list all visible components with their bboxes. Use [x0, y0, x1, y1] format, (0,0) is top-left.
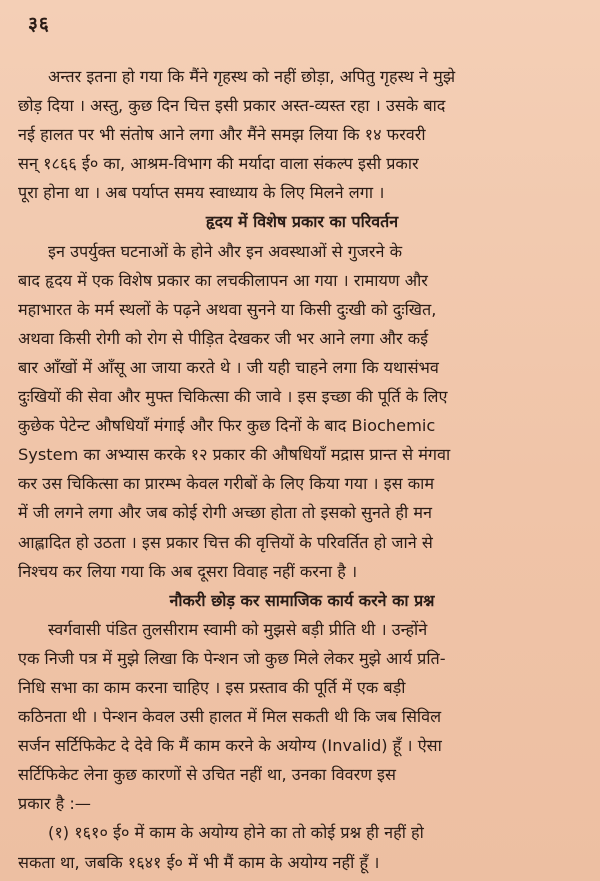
paragraph: स्वर्गवासी पंडित तुलसीराम स्वामी को मुझसे बड़ी प्रीति थी । उन्होंने एक निजी पत्र में मुझे लिखा कि पेन्शन जो कुछ मिले लेकर मुझे आर्य प्रति- निधि सभा का काम करना चाहिए । इस प्रस्ताव की पूर्ति में एक बड़ी कठिनता थी । पेन्शन केवल उसी हालत में मिल सकती थी कि जब सिविल सर्जन सर्टिफिकेट दे देवे कि मैं काम करने के अयोग्य (Invalid) हूँ । ऐसा सर्टिफिकेट लेना कुछ कारणों से उचित नहीं था, उनका विवरण इस प्रकार है :— — [18, 619, 446, 814]
paragraph: (१) १६१० ई० में काम के अयोग्य होने का तो कोई प्रश्न ही नहीं हो सकता था, जबकि १६४१ ई० में भी मैं काम के अयोग्य नहीं हूँ । — [18, 823, 424, 872]
page-body — [18, 62, 586, 877]
paragraph: इन उपर्युक्त घटनाओं के होने और इन अवस्थाओं से गुजरने के बाद हृदय में एक विशेष प्रकार का लचकीलापन आ गया । रामायण और महाभारत के मर्म स्थलों के पढ़ने अथवा सुनने या किसी दुःखी को दुःखित, अथवा किसी रोगी को रोग से पीड़ित देखकर जी भर आने लगा और कई बार आँखों में आँसू आ जाया करते थे । जी यही चाहने लगा कि यथासंभव दुःखियों की सेवा और मुफ्त चिकित्सा की जावे । इस इच्छा की पूर्ति के लिए कुछेक पेटेन्ट औषधियाँ मंगाई और फिर कुछ दिनों के बाद Biochemic System का अभ्यास करके १२ प्रकार की औषधियाँ मद्रास प्रान्त से मंगवा कर उस चिकित्सा का प्रारम्भ केवल गरीबों के लिए किया गया । इस काम में जी लगने लगा और जब कोई रोगी अच्छा होता तो इसको सुनते ही मन आह्लादित हो उठता । इस प्रकार चित्त की वृत्तियों के परिवर्तित हो जाने से निश्चय कर लिया गया कि अब दूसरा विवाह नहीं करना है । — [18, 241, 451, 581]
section-heading: नौकरी छोड़ कर सामाजिक कार्य करने का प्रश्न — [169, 590, 435, 610]
paragraph: अन्तर इतना हो गया कि मैंने गृहस्थ को नहीं छोड़ा, अपितु गृहस्थ ने मुझे छोड़ दिया । अस्तु, कुछ दिन चित्त इसी प्रकार अस्त-व्यस्त रहा । उसके बाद नई हालत पर भी संतोष आने लगा और मैंने समझ लिया कि १४ फरवरी सन् १८६६ ई० का, आश्रम-विभाग की मर्यादा वाला संकल्प इसी प्रकार पूरा होना था । अब पर्याप्त समय स्वाध्याय के लिए मिलने लगा । — [18, 67, 456, 203]
page-number: ३६ — [28, 13, 50, 35]
section-heading: हृदय में विशेष प्रकार का परिवर्तन — [205, 212, 399, 232]
